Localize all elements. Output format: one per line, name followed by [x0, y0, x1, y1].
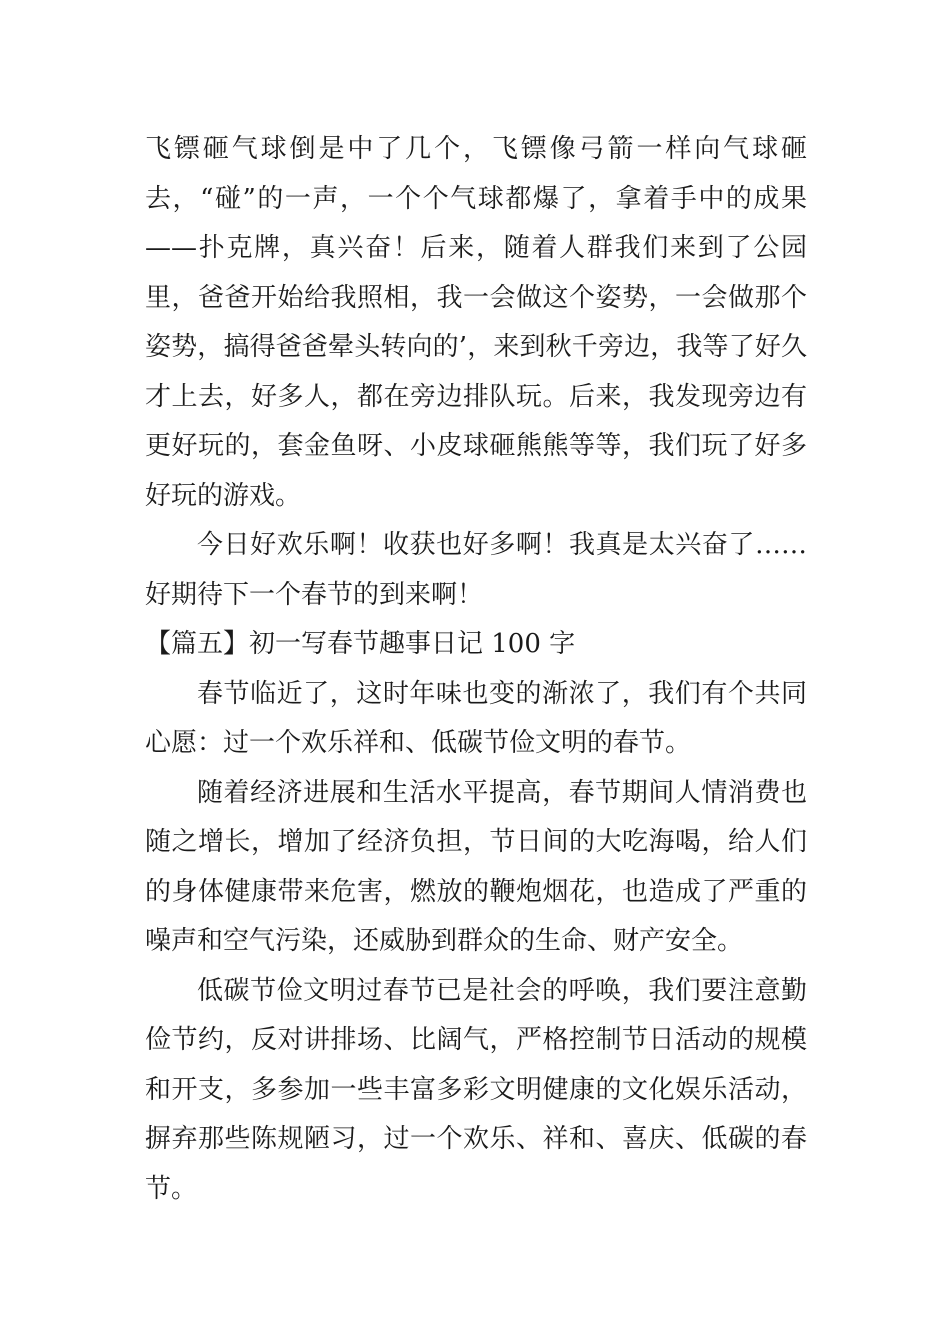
paragraph-low-carbon-call: 低碳节俭文明过春节已是社会的呼唤，我们要注意勤俭节约，反对讲排场、比阔气，严格控制节日活动的规模和开支，多参加一些丰富多彩文明健康的文化娱乐活动，摒弃那些陈规陋习，过一个欢乐、祥和、喜庆、低碳的春节。 — [145, 975, 807, 1204]
paragraph-happy-day: 今日好欢乐啊！收获也好多啊！我真是太兴奋了……好期待下一个春节的到来啊！ — [145, 530, 807, 610]
section-heading: 【篇五】初一写春节趣事日记 100 字 — [145, 629, 576, 659]
paragraph-consumption-growth: 随着经济进展和生活水平提高，春节期间人情消费也随之增长，增加了经济负担，节日间的大吃海喝，给人们的身体健康带来危害，燃放的鞭炮烟花，也造成了严重的噪声和空气污染，还威胁到群众的生命、财产安全。 — [145, 777, 807, 956]
document-page — [145, 125, 807, 1214]
paragraph-spring-festival-wish: 春节临近了，这时年味也变的渐浓了，我们有个共同心愿：过一个欢乐祥和、低碳节俭文明的春节。 — [145, 678, 807, 758]
paragraph-festival-games: 飞镖砸气球倒是中了几个，飞镖像弓箭一样向气球砸去，“碰”的一声，一个个气球都爆了，拿着手中的成果——扑克牌，真兴奋！后来，随着人群我们来到了公园里，爸爸开始给我照相，我一会做这个姿势，一会做那个姿势，搞得爸爸晕头转向的’，来到秋千旁边，我等了好久才上去，好多人，都在旁边排队玩。后来，我发现旁边有更好玩的，套金鱼呀、小皮球砸熊熊等等，我们玩了好多好玩的游戏。 — [145, 134, 807, 511]
